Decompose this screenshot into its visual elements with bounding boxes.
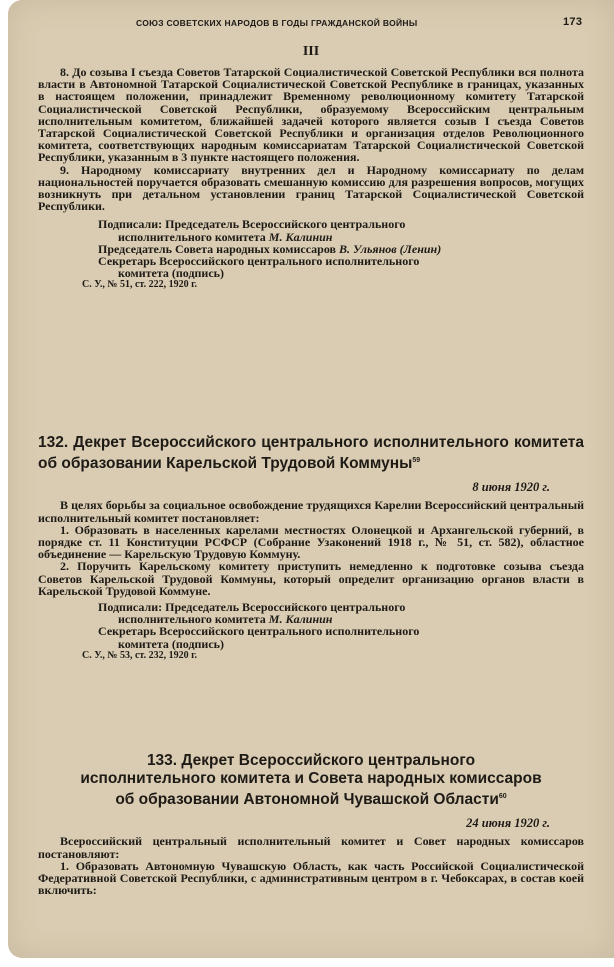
decree-133 — [38, 752, 584, 896]
signature-text: Председатель Совета народных комиссаров — [98, 241, 340, 256]
part1-body — [38, 66, 584, 292]
source-citation: С. У., № 53, ст. 232, 1920 г. — [82, 649, 197, 661]
signature-line: комитета (подпись) — [118, 636, 225, 651]
title-text: 132. Декрет Всероссийского центрального исполнительного комитета об образовании Карельской Трудовой Коммуны — [38, 434, 584, 473]
paragraph-1: 1. Образовать в населенных карелами местностях Олонецкой и Архангельской губерний, в порядке ст. 11 Конституции РСФСР (Собрание Узаконений 1918 г., № 51, ст. 582), областное объединение — Карельскую Трудовую Коммуну. — [38, 522, 584, 562]
signature-text: исполнительного комитета — [118, 229, 269, 244]
decree-133-title — [38, 752, 584, 809]
preamble: В целях борьбы за социальное освобождение трудящихся Карелии Всероссийский центральный исполнительный комитет постановляет: — [38, 498, 584, 525]
signature-line: комитета (подпись) — [118, 266, 225, 281]
signature-line: Подписали: Председатель Всероссийского центрального — [98, 217, 406, 232]
signatory-name: В. Ульянов (Ленин) — [339, 241, 442, 256]
signature-line: Секретарь Всероссийского центрального исполнительного — [98, 254, 420, 269]
title-line: 133. Декрет Всероссийского центрального — [146, 752, 476, 769]
section-numeral: III — [302, 44, 320, 59]
source-citation: С. У., № 51, ст. 222, 1920 г. — [82, 279, 197, 291]
footnote-mark: 60 — [498, 793, 507, 800]
signatory-name: М. Калинин — [268, 229, 333, 244]
paragraph-2: 2. Поручить Карельскому комитету приступить немедленно к подготовке созыва съезда Советов Карельской Трудовой Коммуны, который определит организацию органов власти в Карельской Трудовой Коммуне. — [38, 559, 584, 598]
paragraph-8: 8. До созыва I съезда Советов Татарской Социалистической Советской Республики вся полнота власти в Автономной Татарской Социалистической Советской Республике в границах, указанных в настоящем положении, принадлежит Временному революционному комитету Татарской Социалистической Советской Республики, образуемому Всероссийским центральным исполнительным комитетом, ближайшей задачей которого является созыв I съезда Советов Татарской Социалистической Советской Республики и организация отделов Революционного комитета, соответствующих народным комиссариатам Татарской Социалистической Советской Республики, указанным в 3 пункте настоящего положения. — [38, 65, 584, 165]
page-number: 173 — [563, 16, 583, 28]
running-header — [8, 15, 614, 31]
preamble: Всероссийский центральный исполнительный комитет и Совет народных комиссаров постановляют: — [38, 834, 584, 861]
signatures-block — [38, 218, 584, 291]
running-title: СОЮЗ СОВЕТСКИХ НАРОДОВ В ГОДЫ ГРАЖДАНСКОЙ ВОЙНЫ — [136, 18, 418, 28]
signatures-block — [38, 601, 584, 662]
signatory-name: М. Калинин — [268, 612, 333, 627]
title-line: исполнительного комитета и Совета народных комиссаров — [80, 770, 542, 787]
paragraph-9: 9. Народному комиссариату внутренних дел и Народному комиссариату по делам национальностей поручается образовать смешанную комиссию для разрешения вопросов, могущих возникнуть при детальном установлении границ Татарской Социалистической Советской Республики. — [38, 162, 584, 214]
decree-132 — [38, 434, 584, 662]
decree-date: 8 июня 1920 г. — [472, 480, 550, 495]
footnote-mark: 59 — [412, 457, 421, 464]
signature-line: Секретарь Всероссийского центрального исполнительного — [98, 624, 420, 639]
decree-132-title — [38, 434, 584, 473]
decree-date: 24 июня 1920 г. — [466, 816, 550, 831]
paragraph-1: 1. Образовать Автономную Чувашскую Область, как часть Российской Социалистической Федеративной Советской Республики, с административным центром в г. Чебоксарах, в состав коей включить: — [38, 858, 584, 898]
signature-text: исполнительного комитета — [118, 612, 269, 627]
title-text: об образовании Автономной Чувашской Области — [115, 791, 499, 809]
title-line — [38, 788, 584, 809]
book-page — [8, 0, 614, 958]
signature-line: Подписали: Председатель Всероссийского центрального — [98, 599, 406, 614]
